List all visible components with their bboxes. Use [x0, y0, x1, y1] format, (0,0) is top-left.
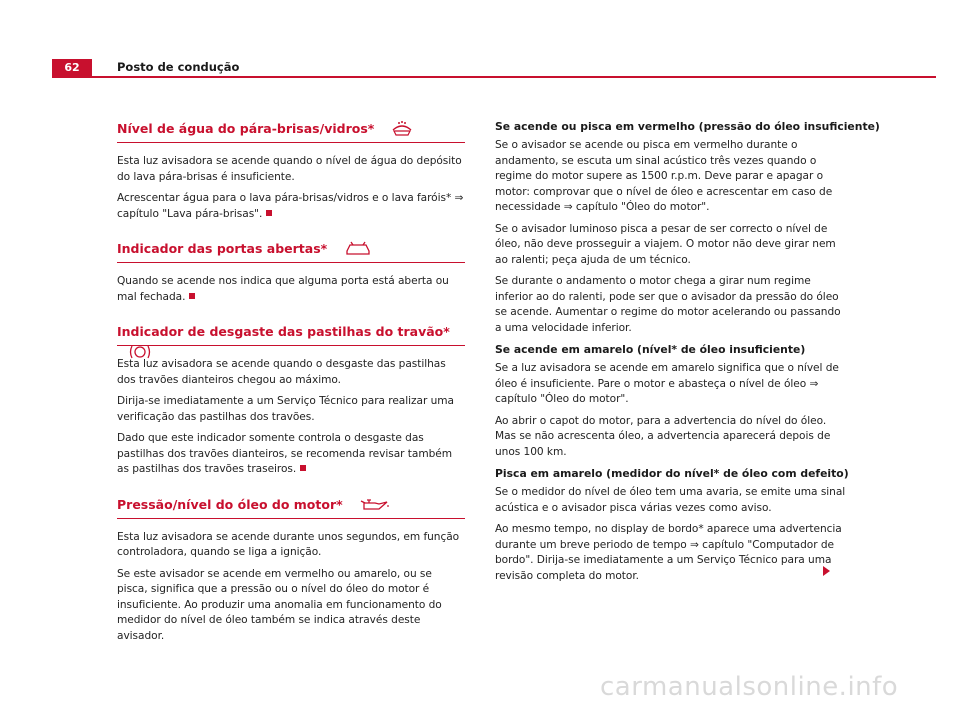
section-title: Posto de condução — [117, 60, 240, 74]
blinking-oil-subheading: Pisca em amarelo (medidor do nível* de óleo com defeito) — [495, 467, 849, 480]
red-oil-paragraph-2: Se o avisador luminoso pisca a pesar de ser correcto o nível de óleo, não deve prosseguir a viajem. O motor não deve girar nem ao ralenti; peça ajuda de um técnico. — [495, 222, 836, 266]
washer-paragraph-2 — [117, 191, 465, 222]
brakes-paragraph-1: Esta luz avisadora se acende quando o desgaste das pastilhas dos travões dianteiros chegou ao máximo. — [117, 358, 446, 386]
doors-paragraph-1-text: Quando se acende nos indica que alguma porta está aberta ou mal fechada. — [117, 275, 449, 303]
right-column — [495, 118, 880, 590]
brakes-paragraph-3 — [117, 431, 465, 478]
blinking-oil-paragraph-1: Se o medidor do nível de óleo tem uma avaria, se emite uma sinal acústica e o avisador pisca várias vezes como aviso. — [495, 486, 846, 514]
end-square-icon — [266, 210, 272, 216]
yellow-oil-paragraph-2: Ao abrir o capot do motor, para a advertencia do nível do óleo. Mas se não acrescenta óleo, a advertencia aparecerá depois de unos 100 km. — [495, 414, 831, 458]
page-number: 62 — [52, 59, 92, 76]
oil-heading-text: Pressão/nível do óleo do motor* — [117, 496, 343, 512]
brakes-heading-text: Indicador de desgaste das pastilhas do travão* — [117, 324, 450, 339]
left-column — [117, 118, 465, 650]
red-oil-paragraph-3: Se durante o andamento o motor chega a girar num regime inferior ao do ralenti, pode ser que o avisador da pressão do óleo se acende. Aumentar o regime do motor acelerando ou passando a uma velocidade inferior. — [495, 275, 841, 334]
brakes-paragraph-2: Dirija-se imediatamente a um Serviço Técnico para realizar uma verificação das pastilhas dos travões. — [117, 395, 454, 423]
yellow-oil-subheading: Se acende em amarelo (nível* de óleo insuficiente) — [495, 343, 806, 356]
washer-paragraph-2-text: Acrescentar água para o lava pára-brisas/vidros e o lava faróis* ⇒ capítulo "Lava pára-brisas". — [117, 192, 464, 220]
blinking-oil-paragraph-2: Ao mesmo tempo, no display de bordo* aparece uma advertencia durante um breve periodo de tempo ⇒ capítulo "Computador de bordo". Dirija-se imediatamente a um Serviço Técnico para uma revisão completa do motor. — [495, 523, 842, 582]
washer-fluid-icon — [391, 120, 413, 138]
section-heading-oil — [117, 494, 465, 519]
oil-paragraph-2: Se este avisador se acende em vermelho ou amarelo, ou se pisca, significa que a pressão ou o nível do óleo do motor é insuficiente. Ao produzir uma anomalia em funcionamento do medidor do nível de óleo também se indica através deste avisador. — [117, 567, 442, 642]
washer-heading-text: Nível de água do pára-brisas/vidros* — [117, 121, 375, 136]
red-oil-paragraph-1: Se o avisador se acende ou pisca em vermelho durante o andamento, se escuta um sinal acústico três vezes quando o regime do motor supere as 1500 r.p.m. Deve parar e apagar o motor: comprovar que o nível de óleo e acrescentar em caso de necessidade ⇒ capítulo "Óleo do motor". — [495, 139, 833, 213]
watermark: carmanualsonline.info — [600, 672, 899, 702]
header-rule — [52, 76, 936, 78]
washer-paragraph-1: Esta luz avisadora se acende quando o nível de água do depósito do lava pára-brisas é insuficiente. — [117, 155, 462, 183]
continue-arrow-icon — [823, 566, 830, 576]
section-heading-brakes — [117, 321, 465, 346]
section-heading-washer — [117, 118, 465, 143]
oil-paragraph-1: Esta luz avisadora se acende durante unos segundos, em função controladora, quando se liga a ignição. — [117, 530, 460, 558]
door-open-icon — [344, 241, 372, 257]
brakes-paragraph-3-text: Dado que este indicador somente controla o desgaste das pastilhas dos travões dianteiros, se recomenda revisar também as pastilhas dos travões traseiros. — [117, 432, 453, 475]
brake-pad-icon — [129, 343, 151, 361]
end-square-icon — [189, 293, 195, 299]
section-heading-doors — [117, 238, 465, 263]
oil-can-icon — [360, 496, 390, 512]
red-oil-subheading: Se acende ou pisca em vermelho (pressão do óleo insuficiente) — [495, 120, 880, 133]
yellow-oil-paragraph-1: Se a luz avisadora se acende em amarelo significa que o nível de óleo é insuficiente. Pare o motor e abasteça o nível de óleo ⇒ capítulo "Óleo do motor". — [495, 362, 839, 405]
page-header — [0, 0, 960, 80]
doors-heading-text: Indicador das portas abertas* — [117, 241, 328, 256]
doors-paragraph-1 — [117, 274, 465, 305]
end-square-icon — [300, 465, 306, 471]
